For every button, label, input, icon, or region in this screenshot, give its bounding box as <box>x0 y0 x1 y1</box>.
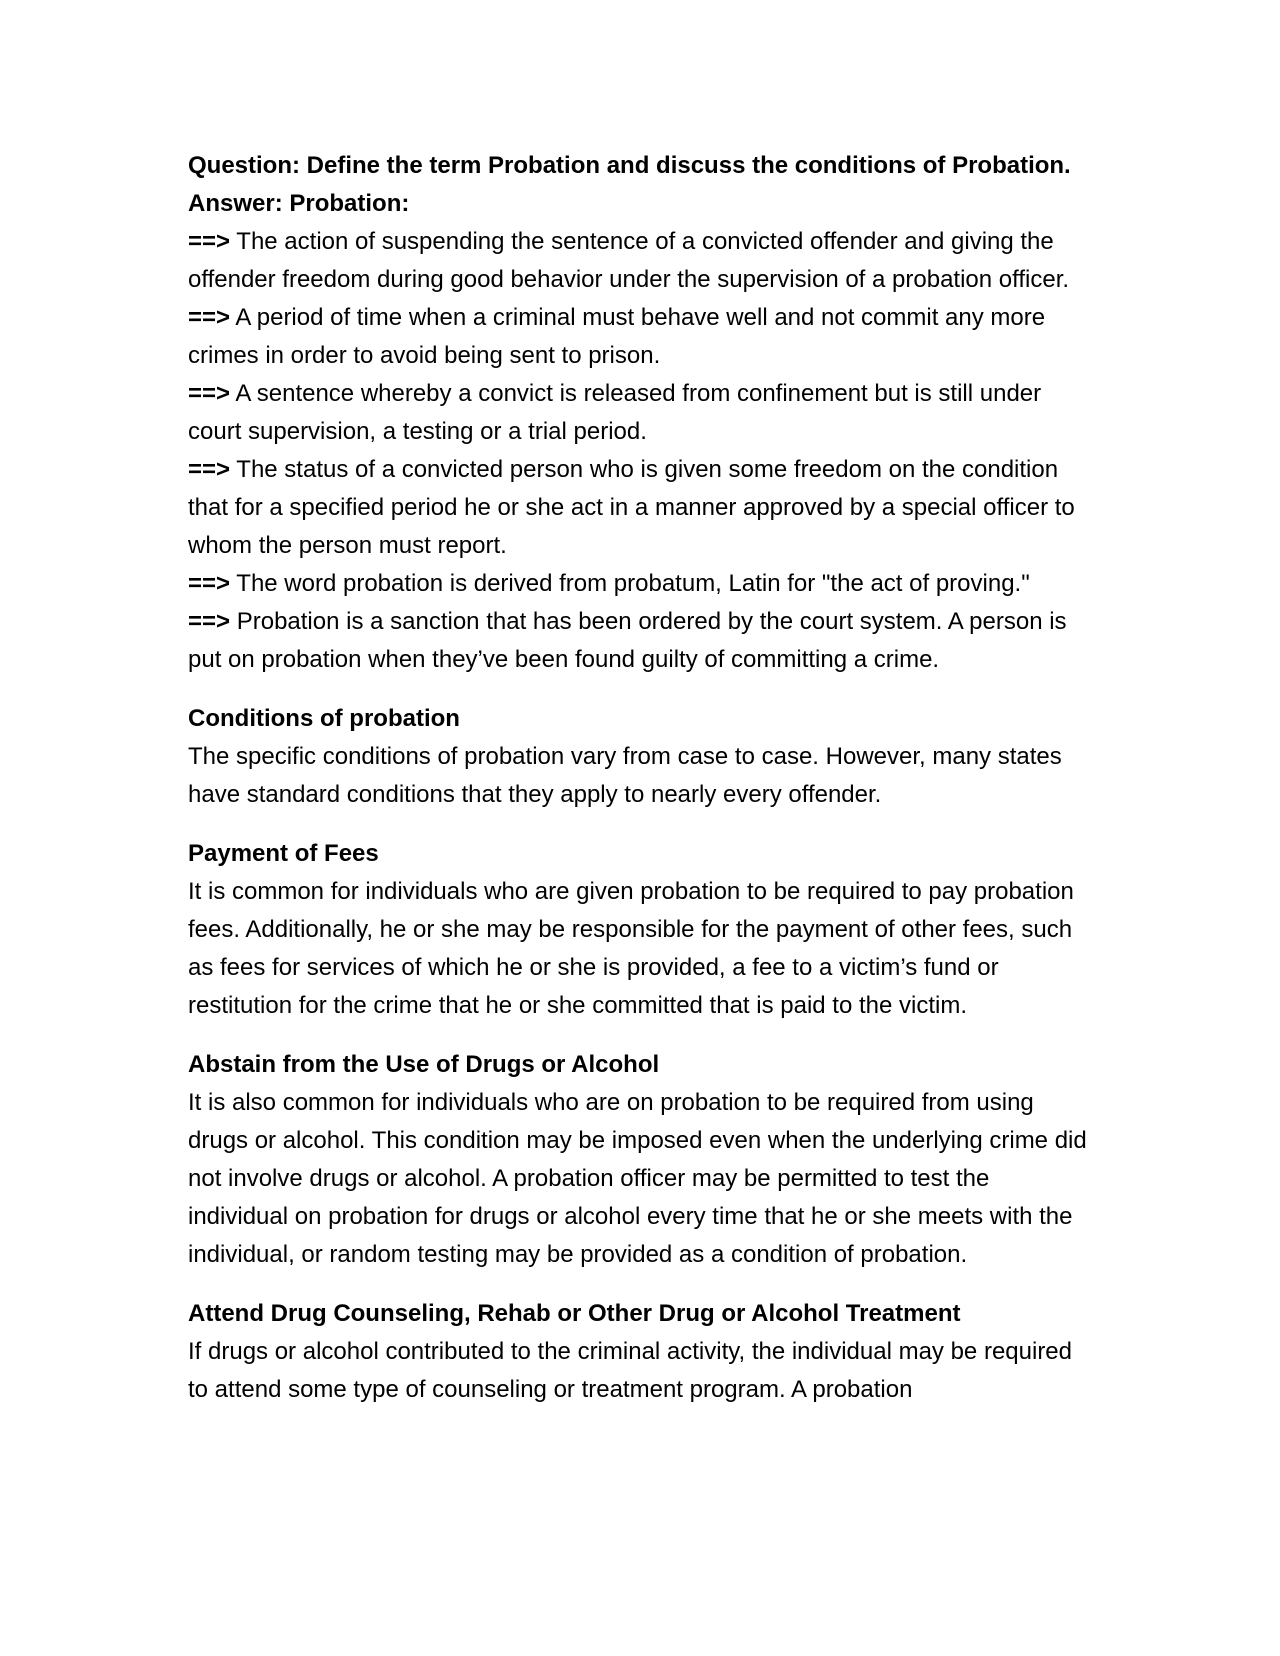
definition-text: Probation is a sanction that has been ordered by the court system. A person is put on probation when they’ve been found guilty of committing a crime. <box>188 608 1067 673</box>
section-heading-counseling: Attend Drug Counseling, Rehab or Other Drug or Alcohol Treatment <box>188 1300 961 1327</box>
section-body-counseling: If drugs or alcohol contributed to the criminal activity, the individual may be required to attend some type of counseling or treatment program. A probation <box>188 1338 1073 1403</box>
document-body <box>188 147 1094 1409</box>
definition-item <box>188 451 1094 565</box>
answer-heading: Answer: Probation: <box>188 190 410 217</box>
arrow-marker: ==> <box>188 380 231 407</box>
definition-text: The word probation is derived from probatum, Latin for "the act of proving." <box>236 570 1030 597</box>
arrow-marker: ==> <box>188 570 231 597</box>
definition-text: The status of a convicted person who is given some freedom on the condition that for a specified period he or she act in a manner approved by a special officer to whom the person must report. <box>188 456 1075 559</box>
definition-item <box>188 299 1094 375</box>
definition-item <box>188 223 1094 299</box>
section-heading-fees: Payment of Fees <box>188 840 379 867</box>
definition-text: A sentence whereby a convict is released from confinement but is still under court supervision, a testing or a trial period. <box>188 380 1042 445</box>
definition-item <box>188 565 1094 603</box>
definition-text: The action of suspending the sentence of a convicted offender and giving the offender freedom during good behavior under the supervision of a probation officer. <box>188 228 1070 293</box>
section-heading-abstain: Abstain from the Use of Drugs or Alcohol <box>188 1051 660 1078</box>
section-heading-conditions: Conditions of probation <box>188 705 460 732</box>
arrow-marker: ==> <box>188 456 231 483</box>
arrow-marker: ==> <box>188 608 231 635</box>
definition-text: A period of time when a criminal must behave well and not commit any more crimes in order to avoid being sent to prison. <box>188 304 1046 369</box>
section-body-conditions: The specific conditions of probation vary from case to case. However, many states have standard conditions that they apply to nearly every offender. <box>188 743 1062 808</box>
definition-item <box>188 375 1094 451</box>
arrow-marker: ==> <box>188 228 231 255</box>
section-body-fees: It is common for individuals who are given probation to be required to pay probation fees. Additionally, he or she may be responsible for the payment of other fees, such as fees for services of which he or she is provided, a fee to a victim’s fund or restitution for the crime that he or she committed that is paid to the victim. <box>188 878 1074 1019</box>
arrow-marker: ==> <box>188 304 231 331</box>
question-line: Question: Define the term Probation and discuss the conditions of Probation. <box>188 152 1071 179</box>
section-body-abstain: It is also common for individuals who are on probation to be required from using drugs or alcohol. This condition may be imposed even when the underlying crime did not involve drugs or alcohol. A probation officer may be permitted to test the individual on probation for drugs or alcohol every time that he or she meets with the individual, or random testing may be provided as a condition of probation. <box>188 1089 1087 1268</box>
definition-item <box>188 603 1094 679</box>
